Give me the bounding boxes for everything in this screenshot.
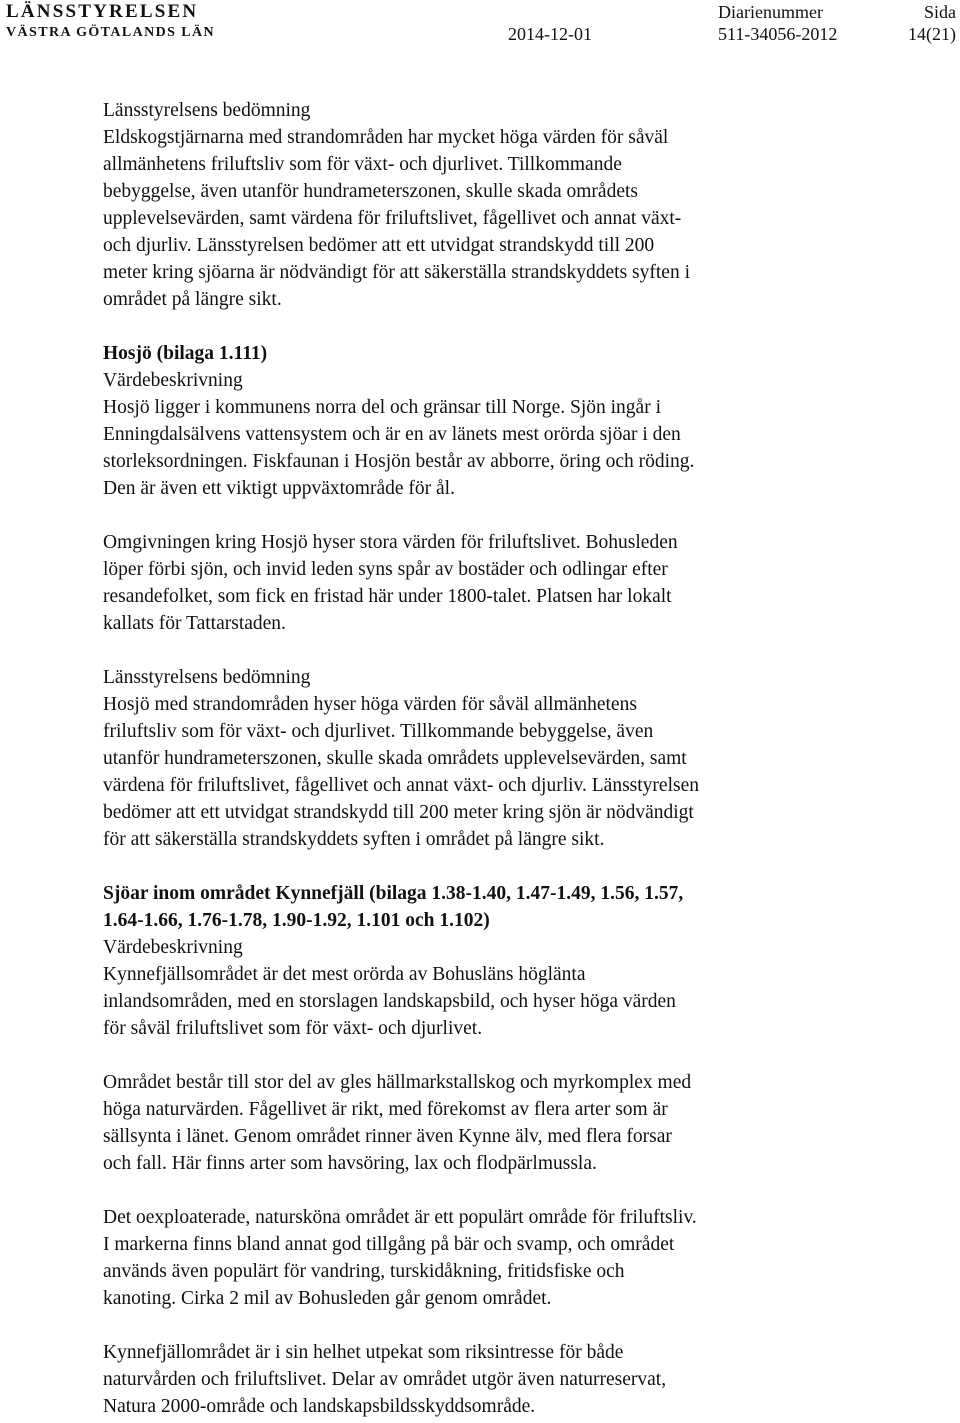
text-line: I markerna finns bland annat god tillgång på bär och svamp, och området [103,1234,675,1255]
text-line: bebyggelse, även utanför hundrameterszonen, skulle skada områdets [103,181,638,202]
section-label: Värdebeskrivning [103,370,243,391]
text-line: löper förbi sjön, och invid leden syns spår av bostäder och odlingar efter [103,559,668,580]
text-line: Hosjö med strandområden hyser höga värden för såväl allmänhetens [103,694,637,715]
paragraph [103,1339,823,1420]
text-line: sällsynta i länet. Genom området rinner även Kynne älv, med flera forsar [103,1126,672,1147]
text-line: Det oexploaterade, natursköna området är ett populärt område för friluftsliv. [103,1207,697,1228]
text-line: allmänhetens friluftsliv som för växt- och djurlivet. Tillkommande [103,154,622,175]
heading-line: Sjöar inom området Kynnefjäll (bilaga 1.38-1.40, 1.47-1.49, 1.56, 1.57, [103,883,684,904]
section-heading-kynnefjall [103,880,823,934]
paragraph [103,394,823,502]
section-label: Värdebeskrivning [103,937,243,958]
text-line: Den är även ett viktigt uppväxtområde för ål. [103,478,455,499]
text-line: Omgivningen kring Hosjö hyser stora värden för friluftslivet. Bohusleden [103,532,678,553]
paragraph [103,1204,823,1312]
text-line: Kynnefjällområdet är i sin helhet utpekat som riksintresse för både [103,1342,624,1363]
text-line: Natura 2000-område och landskapsbildsskyddsområde. [103,1396,536,1417]
text-line: utanför hundrameterszonen, skulle skada områdets upplevelsevärden, samt [103,748,687,769]
logo-org-name: LÄNSSTYRELSEN [6,1,199,22]
text-line: upplevelsevärden, samt värdena för friluftslivet, fågellivet och annat växt- [103,208,682,229]
section-label: Länsstyrelsens bedömning [103,100,311,121]
section-label: Länsstyrelsens bedömning [103,667,311,688]
paragraph [103,691,823,853]
heading-line: 1.64-1.66, 1.76-1.78, 1.90-1.92, 1.101 och 1.102) [103,910,490,931]
document-body [103,97,823,1420]
text-line: höga naturvärden. Fågellivet är rikt, med förekomst av flera arter som är [103,1099,668,1120]
text-line: Området består till stor del av gles hällmarkstallskog och myrkomplex med [103,1072,692,1093]
diarienummer-value: 511-34056-2012 [718,24,838,44]
lansstyrelsen-logo [6,2,215,40]
diarienummer-label: Diarienummer [718,2,823,22]
logo-org-region: VÄSTRA GÖTALANDS LÄN [6,25,215,40]
text-line: och djurliv. Länsstyrelsen bedömer att ett utvidgat strandskydd till 200 [103,235,655,256]
text-line: används även populärt för vandring, turskidåkning, fritidsfiske och [103,1261,625,1282]
text-line: kallats för Tattarstaden. [103,613,286,634]
page-header [0,0,960,50]
text-line: Hosjö ligger i kommunens norra del och gränsar till Norge. Sjön ingår i [103,397,661,418]
text-line: friluftsliv som för växt- och djurlivet. Tillkommande bebyggelse, även [103,721,654,742]
text-line: kanoting. Cirka 2 mil av Bohusleden går genom området. [103,1288,552,1309]
paragraph [103,961,823,1042]
text-line: bedömer att ett utvidgat strandskydd till 200 meter kring sjön är nödvändigt [103,802,694,823]
text-line: naturvården och friluftslivet. Delar av området utgör även naturreservat, [103,1369,667,1390]
text-line: resandefolket, som fick en fristad här under 1800-talet. Platsen har lokalt [103,586,672,607]
paragraph [103,124,823,313]
paragraph [103,1069,823,1177]
section-heading-hosjo: Hosjö (bilaga 1.111) [103,343,268,364]
text-line: Eldskogstjärnarna med strandområden har mycket höga värden för såväl [103,127,669,148]
paragraph [103,529,823,637]
text-line: för att säkerställa strandskyddets syften i området på längre sikt. [103,829,605,850]
text-line: området på längre sikt. [103,289,282,310]
page-label: Sida [923,2,956,22]
document-date: 2014-12-01 [508,24,592,44]
text-line: för såväl friluftslivet som för växt- och djurlivet. [103,1018,483,1039]
text-line: meter kring sjöarna är nödvändigt för att säkerställa strandskyddets syften i [103,262,690,283]
text-line: inlandsområden, med en storslagen landskapsbild, och hyser höga värden [103,991,676,1012]
text-line: och fall. Här finns arter som havsöring, lax och flodpärlmussla. [103,1153,597,1174]
text-line: Enningdalsälvens vattensystem och är en av länets mest orörda sjöar i den [103,424,681,445]
text-line: värdena för friluftslivet, fågellivet och annat växt- och djurliv. Länsstyrelsen [103,775,699,796]
text-line: storleksordningen. Fiskfaunan i Hosjön består av abborre, öring och röding. [103,451,695,472]
page-number: 14(21) [908,24,956,44]
text-line: Kynnefjällsområdet är det mest orörda av Bohusläns högläntа [103,964,586,985]
